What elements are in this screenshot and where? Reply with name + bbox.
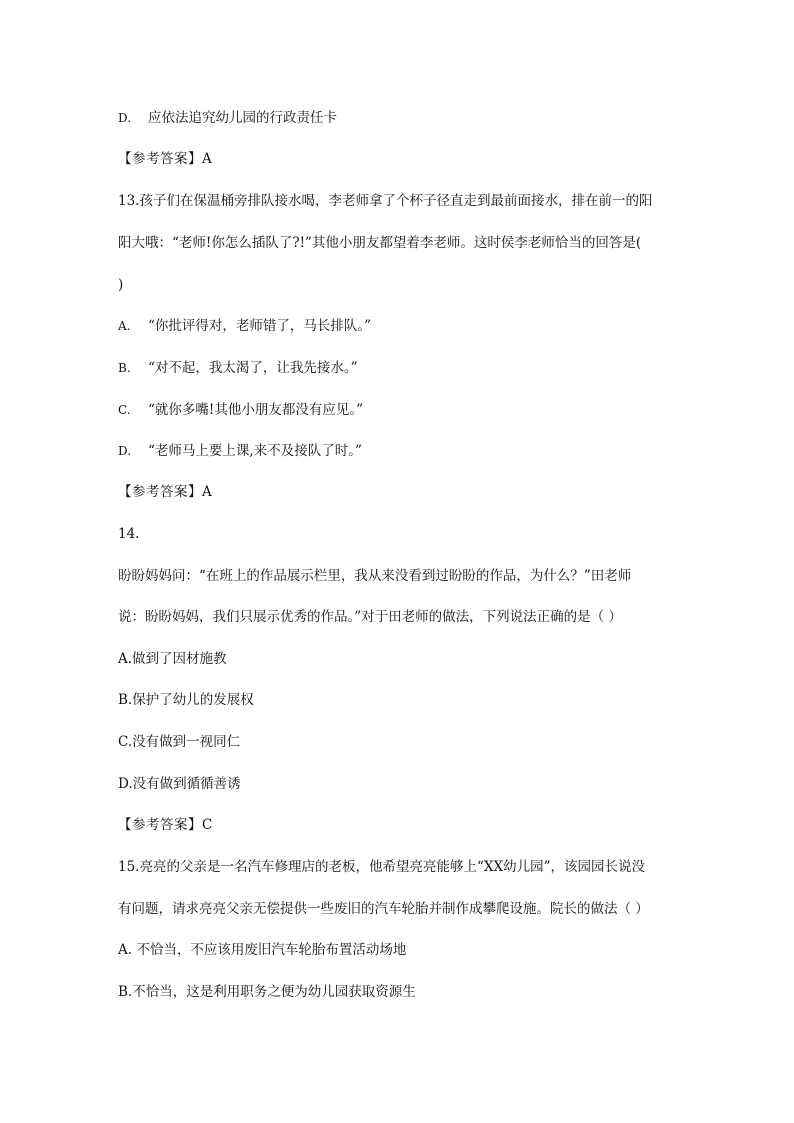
q15-option-b: B.不恰当，这是利用职务之便为幼儿园获取资源生 [118,984,416,1000]
q14-option-d: D.没有做到循循善诱 [118,776,241,792]
option-letter: D. [118,111,132,125]
q13-option-c [118,400,688,420]
option-text: “对不起，我太渴了，让我先接水。” [148,360,358,376]
q15-option-a: A. 不恰当，不应该用废旧汽车轮胎布置活动场地 [118,942,407,958]
q14-number: 14. [118,526,140,542]
q15-stem-line2: 有问题，请求亮亮父亲无偿提供一些废旧的汽车轮胎并制作成攀爬设施。院长的做法（ ） [118,901,649,917]
option-letter: A. [118,319,131,333]
option-letter: D. [118,444,132,458]
q13-option-a [118,316,688,336]
option-text: “老师马上要上课,来不及接队了时。” [148,443,362,459]
q14-option-c: C.没有做到一视同仁 [118,734,241,750]
option-text: “就你多嘴!其他小朋友都没有应见。” [148,402,363,418]
option-letter: C. [118,403,131,417]
q14-stem-line2: 说：盼盼妈妈，我们只展示优秀的作品。”对于田老师的做法，下列说法正确的是（ ） [118,609,622,625]
q13-answer: 【参考答案】A [118,484,213,500]
q13-option-d [118,441,688,461]
q15-stem-line1: 15.亮亮的父亲是一名汽车修理店的老板，他希望亮亮能够上“XX幼儿园”，该园园长说没 [118,859,645,875]
option-text: “你批评得对，老师错了，马长排队。” [148,318,372,334]
q14-stem-line1: 盼盼妈妈问：“在班上的作品展示栏里，我从来没看到过盼盼的作品，为什么？”田老师 [118,568,632,584]
q13-stem-line1: 13.孩子们在保温桶旁排队接水喝，李老师拿了个杯子径直走到最前面接水，排在前一的阳 [118,193,653,209]
q12-option-d [118,108,688,128]
q13-stem-line3: ) [118,277,124,293]
q14-option-a: A.做到了因材施教 [118,651,227,667]
option-letter: B. [118,361,131,375]
q14-option-b: B.保护了幼儿的发展权 [118,692,254,708]
q12-answer: 【参考答案】A [118,151,213,167]
q13-stem-line2: 阳大哦：“老师!你怎么插队了?!”其他小朋友都望着李老师。这时侯李老师恰当的回答是( [118,235,642,251]
q14-answer: 【参考答案】C [118,817,213,833]
q13-option-b [118,358,688,378]
option-text: 应依法追究幼儿园的行政责任卡 [148,110,337,126]
